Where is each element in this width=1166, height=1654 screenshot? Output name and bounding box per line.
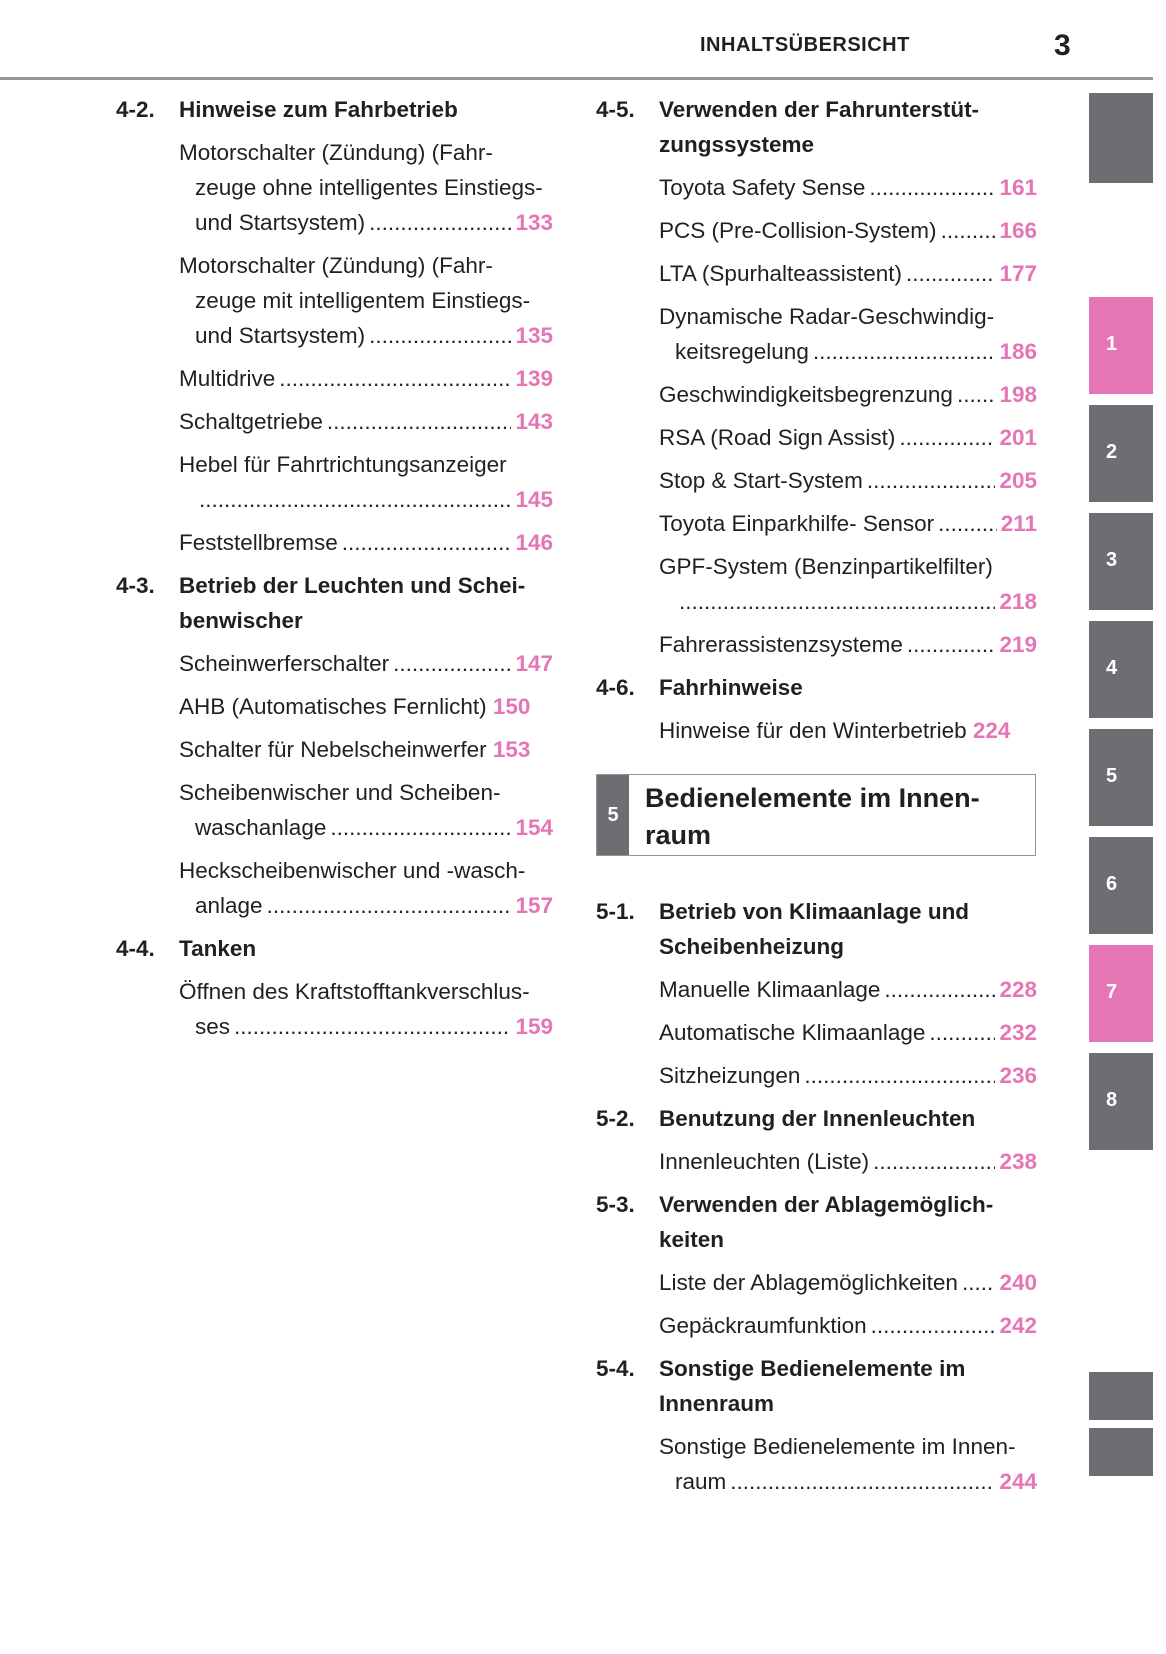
page-link[interactable]: 150	[492, 694, 531, 719]
toc-entry-stop-start[interactable]: Stop & Start-System ..... 205	[659, 463, 1037, 498]
section-title-line-2: Innenraum	[659, 1391, 775, 1416]
leader-dots	[369, 318, 511, 353]
toc-entry-auto-ac[interactable]: Automatische Klimaanlage ..... 232	[659, 1015, 1037, 1050]
leader-dots	[957, 377, 996, 412]
toc-entry-other-controls[interactable]: Sonstige Bedienelemente im Innen- raum ..... 244	[659, 1429, 1037, 1499]
toc-entry-pcs[interactable]: PCS (Pre-Collision-System) ..... 166	[659, 213, 1037, 248]
section-title: Tanken	[179, 936, 257, 961]
leader-dots	[804, 1058, 995, 1093]
section-title-line-1: Sonstige Bedienelemente im	[659, 1356, 966, 1381]
edge-tab-blank-bottom-2	[1089, 1428, 1153, 1476]
toc-entry-tankverschluss[interactable]: Öffnen des Kraftstofftankverschlus- ses ..... 159	[179, 974, 553, 1044]
page-link[interactable]: 224	[972, 718, 1011, 743]
chapter-tab-1[interactable]: 1	[1089, 297, 1153, 394]
section-5-4	[596, 1351, 1037, 1421]
chapter-5-heading	[596, 774, 1036, 856]
edge-tab-blank-top	[1089, 93, 1153, 183]
section-5-1	[596, 894, 1037, 964]
section-4-4	[116, 931, 553, 966]
page-link[interactable]: 146	[515, 530, 553, 555]
leader-dots	[867, 463, 996, 498]
page-link[interactable]: 232	[999, 1020, 1037, 1045]
page-link[interactable]: 147	[515, 651, 553, 676]
toc-entry-scheibenwischer[interactable]: Scheibenwischer und Scheiben- waschanlage ..... 154	[179, 775, 553, 845]
page-link[interactable]: 133	[515, 210, 553, 235]
page-link[interactable]: 242	[999, 1313, 1037, 1338]
leader-dots	[393, 646, 511, 681]
page-number: 3	[1054, 29, 1071, 62]
leader-dots	[813, 334, 996, 369]
chapter-number: 5	[597, 775, 629, 855]
section-number: 4-3.	[116, 573, 155, 598]
leader-dots	[907, 627, 996, 662]
section-title-line-2: keiten	[659, 1227, 725, 1252]
section-title-line-1: Verwenden der Fahrunterstüt-	[659, 97, 980, 122]
section-number: 4-2.	[116, 97, 155, 122]
toc-entry-toyota-safety-sense[interactable]: Toyota Safety Sense ..... 161	[659, 170, 1037, 205]
section-4-2	[116, 92, 553, 127]
page-link[interactable]: 228	[999, 977, 1037, 1002]
page-link[interactable]: 139	[515, 366, 553, 391]
leader-dots	[330, 810, 511, 845]
section-title: Hinweise zum Fahrbetrieb	[179, 97, 458, 122]
page-link[interactable]: 219	[999, 632, 1037, 657]
page-link[interactable]: 186	[999, 339, 1037, 364]
leader-dots	[962, 1265, 996, 1300]
toc-entry-blinker-lever[interactable]: Hebel für Fahrtrichtungsanzeiger ..... 145	[179, 447, 553, 517]
toc-entry-ahb[interactable]: AHB (Automatisches Fernlicht) 150	[179, 689, 553, 724]
page-link[interactable]: 135	[515, 323, 553, 348]
chapter-tab-3[interactable]: 3	[1089, 513, 1153, 610]
leader-dots	[279, 361, 511, 396]
toc-entry-multidrive[interactable]: Multidrive ..... 139	[179, 361, 553, 396]
page-link[interactable]: 198	[999, 382, 1037, 407]
toc-entry-nebelscheinwerfer[interactable]: Schalter für Nebelscheinwerfer 153	[179, 732, 553, 767]
page-link[interactable]: 211	[1000, 511, 1037, 536]
toc-entry-engine-switch-1[interactable]: Motorschalter (Zündung) (Fahr- zeuge ohne intelligentes Einstiegs- und Startsystem) ..... 133	[179, 135, 553, 240]
section-title-line-1: Verwenden der Ablagemöglich-	[659, 1192, 994, 1217]
header-title: INHALTSÜBERSICHT	[700, 34, 910, 56]
section-title-line-1: Betrieb der Leuchten und Schei-	[179, 573, 526, 598]
leader-dots	[199, 482, 511, 517]
section-title-line-2: Scheibenheizung	[659, 934, 845, 959]
toc-entry-lta[interactable]: LTA (Spurhalteassistent) ..... 177	[659, 256, 1037, 291]
section-number: 4-6.	[596, 675, 635, 700]
page-link[interactable]: 238	[999, 1149, 1037, 1174]
section-4-6	[596, 670, 1037, 705]
leader-dots	[234, 1009, 511, 1044]
toc-entry-feststellbremse[interactable]: Feststellbremse ..... 146	[179, 525, 553, 560]
section-4-3	[116, 568, 553, 638]
leader-dots	[871, 1308, 996, 1343]
section-title-line-1: Betrieb von Klimaanlage und	[659, 899, 970, 924]
page-link[interactable]: 236	[999, 1063, 1037, 1088]
edge-tab-blank-bottom-1	[1089, 1372, 1153, 1420]
toc-entry-schaltgetriebe[interactable]: Schaltgetriebe ..... 143	[179, 404, 553, 439]
toc-entry-speed-limiter[interactable]: Geschwindigkeitsbegrenzung ..... 198	[659, 377, 1037, 412]
toc-entry-manual-ac[interactable]: Manuelle Klimaanlage ..... 228	[659, 972, 1037, 1007]
leader-dots	[679, 584, 995, 619]
toc-entry-heckscheibenwischer[interactable]: Heckscheibenwischer und -wasch- anlage ..... 157	[179, 853, 553, 923]
toc-entry-engine-switch-2[interactable]: Motorschalter (Zündung) (Fahr- zeuge mit intelligentem Einstiegs- und Startsystem) ..... 135	[179, 248, 553, 353]
section-5-2	[596, 1101, 1037, 1136]
toc-entry-radar-cruise[interactable]: Dynamische Radar-Geschwindig- keitsregelung ..... 186	[659, 299, 1037, 369]
page-link[interactable]: 159	[515, 1014, 553, 1039]
leader-dots	[869, 170, 995, 205]
chapter-tab-2[interactable]: 2	[1089, 405, 1153, 502]
chapter-title: Bedienelemente im Innen- raum	[645, 783, 980, 850]
section-number: 5-2.	[596, 1106, 635, 1131]
leader-dots	[938, 506, 997, 541]
chapter-tab-4[interactable]: 4	[1089, 621, 1153, 718]
chapter-tab-8[interactable]: 8	[1089, 1053, 1153, 1150]
section-title: Fahrhinweise	[659, 675, 803, 700]
leader-dots	[369, 205, 511, 240]
page-link[interactable]: 218	[999, 589, 1037, 614]
page-link[interactable]: 145	[515, 487, 553, 512]
toc-entry-driver-assist[interactable]: Fahrerassistenzsysteme ..... 219	[659, 627, 1037, 662]
toc-right-column	[596, 92, 1037, 1507]
page-link[interactable]: 240	[999, 1270, 1037, 1295]
chapter-tab-5[interactable]: 5	[1089, 729, 1153, 826]
toc-entry-scheinwerferschalter[interactable]: Scheinwerferschalter ..... 147	[179, 646, 553, 681]
section-number: 5-4.	[596, 1356, 635, 1381]
section-4-5	[596, 92, 1037, 162]
page-link[interactable]: 244	[999, 1469, 1037, 1494]
toc-entry-luggage[interactable]: Gepäckraumfunktion ..... 242	[659, 1308, 1037, 1343]
leader-dots	[730, 1464, 995, 1499]
page-link[interactable]: 143	[515, 409, 553, 434]
section-title-line-2: benwischer	[179, 608, 303, 633]
page-link[interactable]: 161	[999, 175, 1037, 200]
leader-dots	[267, 888, 512, 923]
leader-dots	[342, 525, 512, 560]
page-link[interactable]: 205	[999, 468, 1037, 493]
leader-dots	[899, 420, 995, 455]
section-number: 4-4.	[116, 936, 155, 961]
toc-entry-parking-sensor[interactable]: Toyota Einparkhilfe- Sensor ..... 211	[659, 506, 1037, 541]
page-link[interactable]: 153	[492, 737, 531, 762]
section-5-3	[596, 1187, 1037, 1257]
toc-left-column	[116, 92, 553, 1052]
page-link[interactable]: 166	[999, 218, 1037, 243]
section-number: 5-3.	[596, 1192, 635, 1217]
toc-entry-interior-lights[interactable]: Innenleuchten (Liste) ..... 238	[659, 1144, 1037, 1179]
section-number: 4-5.	[596, 97, 635, 122]
leader-dots	[941, 213, 996, 248]
toc-entry-seat-heaters[interactable]: Sitzheizungen ..... 236	[659, 1058, 1037, 1093]
section-number: 5-1.	[596, 899, 635, 924]
toc-entry-storage-list[interactable]: Liste der Ablagemöglichkeiten ..... 240	[659, 1265, 1037, 1300]
chapter-tab-6[interactable]: 6	[1089, 837, 1153, 934]
toc-entry-rsa[interactable]: RSA (Road Sign Assist) ..... 201	[659, 420, 1037, 455]
section-title-line-2: zungssysteme	[659, 132, 815, 157]
leader-dots	[327, 404, 512, 439]
toc-entry-gpf[interactable]: GPF-System (Benzinpartikelfilter) ..... 218	[659, 549, 1037, 619]
section-title: Benutzung der Innenleuchten	[659, 1106, 976, 1131]
page-link[interactable]: 177	[999, 261, 1037, 286]
header-divider	[0, 77, 1153, 80]
page-link[interactable]: 201	[999, 425, 1037, 450]
leader-dots	[929, 1015, 995, 1050]
leader-dots	[884, 972, 995, 1007]
chapter-tab-7[interactable]: 7	[1089, 945, 1153, 1042]
page-link[interactable]: 157	[515, 893, 553, 918]
toc-entry-winter[interactable]: Hinweise für den Winterbetrieb 224	[659, 713, 1037, 748]
leader-dots	[906, 256, 995, 291]
chapter-tabs	[1089, 297, 1153, 1161]
page-link[interactable]: 154	[515, 815, 553, 840]
leader-dots	[873, 1144, 995, 1179]
